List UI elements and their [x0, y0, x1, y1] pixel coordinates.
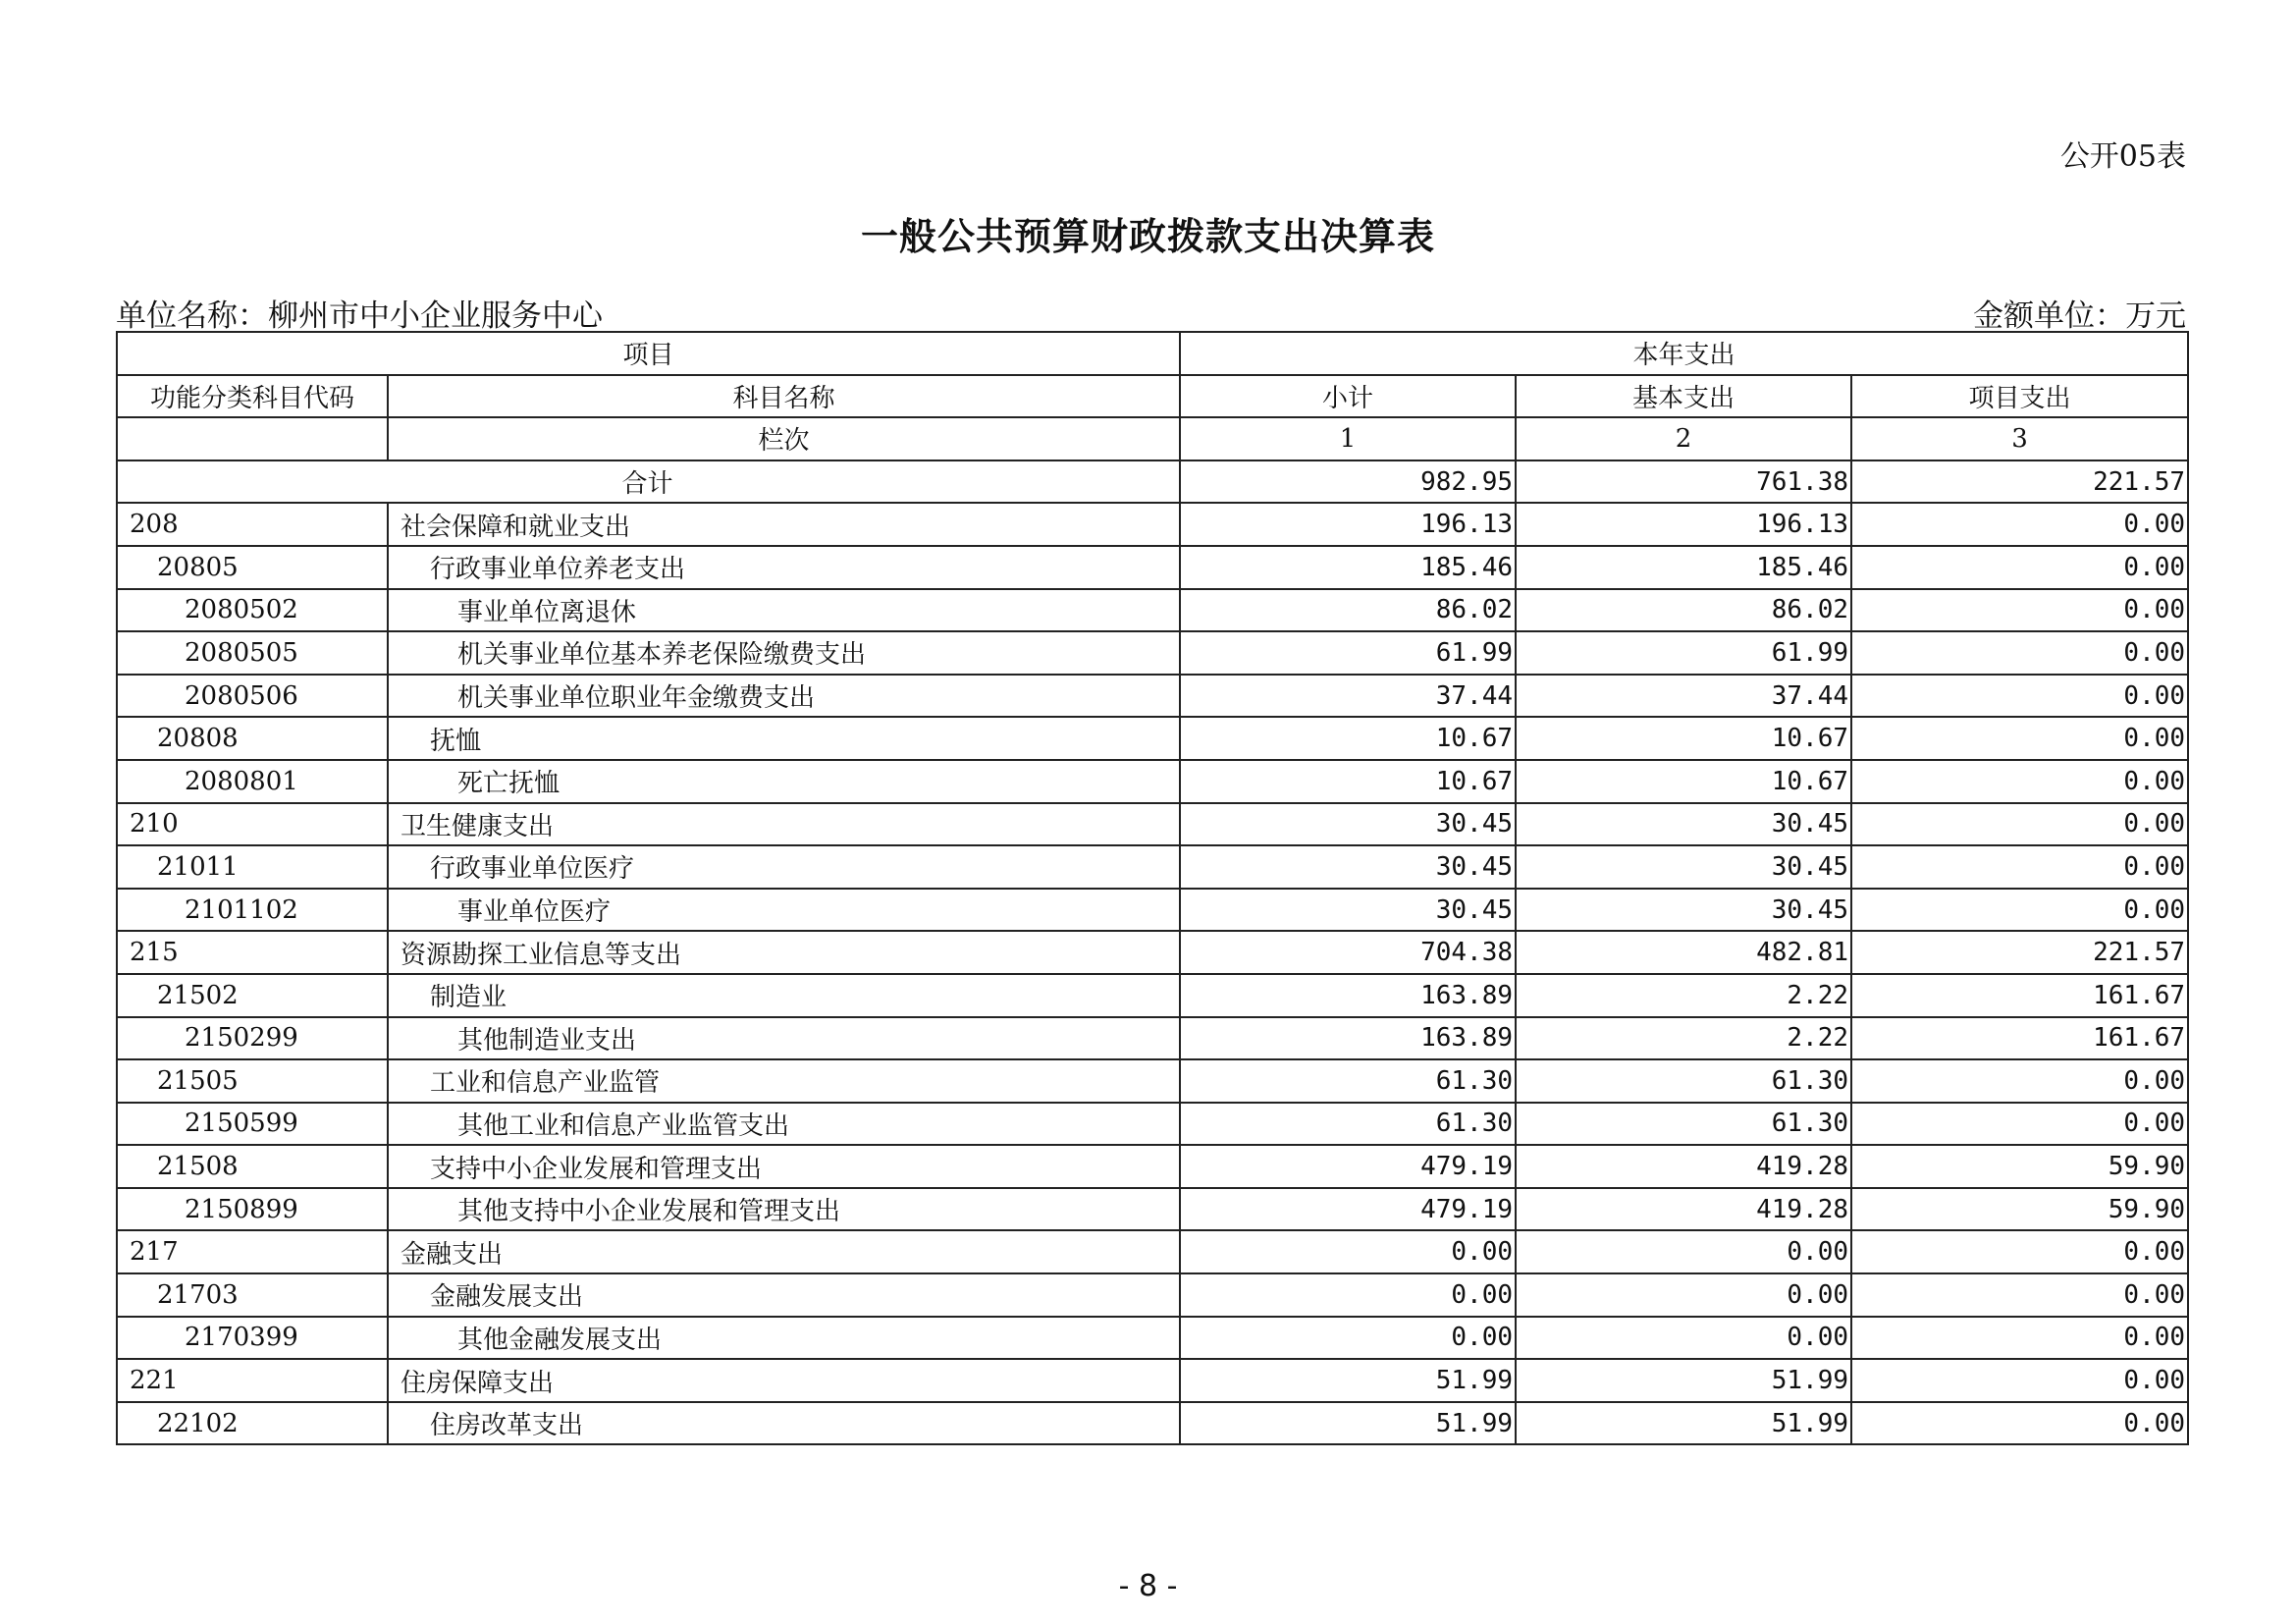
row-project: 161.67	[1851, 974, 2188, 1017]
header-basic: 基本支出	[1516, 375, 1851, 418]
row-code: 208	[117, 503, 388, 546]
header-current-year: 本年支出	[1180, 332, 2188, 375]
row-project: 59.90	[1851, 1188, 2188, 1231]
total-project: 221.57	[1851, 460, 2188, 504]
table-row	[117, 1402, 2188, 1445]
table-row	[117, 1359, 2188, 1402]
row-code: 21703	[117, 1273, 388, 1317]
row-basic: 185.46	[1516, 546, 1851, 589]
row-code: 221	[117, 1359, 388, 1402]
row-basic: 196.13	[1516, 503, 1851, 546]
row-basic: 61.30	[1516, 1103, 1851, 1146]
row-basic: 61.99	[1516, 631, 1851, 675]
row-name: 住房保障支出	[388, 1359, 1180, 1402]
row-project: 161.67	[1851, 1017, 2188, 1060]
table-row	[117, 503, 2188, 546]
table-row	[117, 1103, 2188, 1146]
row-name: 其他支持中小企业发展和管理支出	[388, 1188, 1180, 1231]
row-code: 22102	[117, 1402, 388, 1445]
header-row-1	[117, 332, 2188, 375]
budget-table	[116, 331, 2189, 1445]
row-code: 21502	[117, 974, 388, 1017]
row-project: 0.00	[1851, 589, 2188, 632]
header-project: 项目支出	[1851, 375, 2188, 418]
header-subtotal: 小计	[1180, 375, 1516, 418]
row-name: 住房改革支出	[388, 1402, 1180, 1445]
header-col3: 3	[1851, 417, 2188, 460]
row-code: 21011	[117, 845, 388, 889]
row-code: 2150899	[117, 1188, 388, 1231]
table-row	[117, 974, 2188, 1017]
header-subject-name: 科目名称	[388, 375, 1180, 418]
row-subtotal: 51.99	[1180, 1402, 1516, 1445]
row-code: 2101102	[117, 889, 388, 932]
row-project: 0.00	[1851, 631, 2188, 675]
table-row	[117, 675, 2188, 718]
row-basic: 10.67	[1516, 760, 1851, 803]
row-project: 59.90	[1851, 1145, 2188, 1188]
row-name: 行政事业单位医疗	[388, 845, 1180, 889]
row-name: 行政事业单位养老支出	[388, 546, 1180, 589]
header-row-2	[117, 375, 2188, 418]
row-code: 2080506	[117, 675, 388, 718]
row-code: 2150299	[117, 1017, 388, 1060]
table-row	[117, 717, 2188, 760]
table-row	[117, 845, 2188, 889]
row-subtotal: 163.89	[1180, 1017, 1516, 1060]
row-code: 2080505	[117, 631, 388, 675]
row-code: 217	[117, 1230, 388, 1273]
row-name: 事业单位离退休	[388, 589, 1180, 632]
row-basic: 0.00	[1516, 1230, 1851, 1273]
row-name: 支持中小企业发展和管理支出	[388, 1145, 1180, 1188]
header-item: 项目	[117, 332, 1180, 375]
row-code: 2170399	[117, 1317, 388, 1360]
row-basic: 30.45	[1516, 803, 1851, 846]
row-subtotal: 30.45	[1180, 889, 1516, 932]
row-basic: 37.44	[1516, 675, 1851, 718]
table-row	[117, 1273, 2188, 1317]
table-row	[117, 1059, 2188, 1103]
header-col2: 2	[1516, 417, 1851, 460]
row-name: 其他制造业支出	[388, 1017, 1180, 1060]
table-row	[117, 803, 2188, 846]
row-code: 2080801	[117, 760, 388, 803]
money-unit: 金额单位：万元	[1973, 298, 2186, 334]
row-basic: 0.00	[1516, 1273, 1851, 1317]
row-subtotal: 0.00	[1180, 1273, 1516, 1317]
table-row	[117, 1145, 2188, 1188]
row-subtotal: 0.00	[1180, 1317, 1516, 1360]
row-project: 0.00	[1851, 1317, 2188, 1360]
table-row	[117, 1230, 2188, 1273]
row-name: 资源勘探工业信息等支出	[388, 931, 1180, 974]
header-empty	[117, 417, 388, 460]
row-project: 0.00	[1851, 503, 2188, 546]
row-name: 其他金融发展支出	[388, 1317, 1180, 1360]
row-basic: 86.02	[1516, 589, 1851, 632]
row-basic: 51.99	[1516, 1402, 1851, 1445]
row-code: 2080502	[117, 589, 388, 632]
row-name: 工业和信息产业监管	[388, 1059, 1180, 1103]
row-code: 210	[117, 803, 388, 846]
row-name: 制造业	[388, 974, 1180, 1017]
row-name: 事业单位医疗	[388, 889, 1180, 932]
row-project: 0.00	[1851, 1103, 2188, 1146]
row-name: 机关事业单位基本养老保险缴费支出	[388, 631, 1180, 675]
form-code: 公开05表	[2059, 139, 2186, 174]
row-project: 0.00	[1851, 1273, 2188, 1317]
table-row	[117, 760, 2188, 803]
row-subtotal: 61.30	[1180, 1059, 1516, 1103]
row-code: 21505	[117, 1059, 388, 1103]
row-subtotal: 30.45	[1180, 845, 1516, 889]
row-subtotal: 185.46	[1180, 546, 1516, 589]
row-subtotal: 479.19	[1180, 1188, 1516, 1231]
row-name: 机关事业单位职业年金缴费支出	[388, 675, 1180, 718]
row-code: 2150599	[117, 1103, 388, 1146]
row-code: 20808	[117, 717, 388, 760]
row-basic: 0.00	[1516, 1317, 1851, 1360]
row-subtotal: 61.99	[1180, 631, 1516, 675]
row-code: 21508	[117, 1145, 388, 1188]
row-subtotal: 0.00	[1180, 1230, 1516, 1273]
row-name: 其他工业和信息产业监管支出	[388, 1103, 1180, 1146]
row-name: 死亡抚恤	[388, 760, 1180, 803]
page-title: 一般公共预算财政拨款支出决算表	[860, 214, 1435, 258]
row-project: 0.00	[1851, 546, 2188, 589]
row-basic: 51.99	[1516, 1359, 1851, 1402]
row-subtotal: 196.13	[1180, 503, 1516, 546]
row-basic: 61.30	[1516, 1059, 1851, 1103]
header-column-no: 栏次	[388, 417, 1180, 460]
total-row	[117, 460, 2188, 504]
table-row	[117, 589, 2188, 632]
table-row	[117, 631, 2188, 675]
row-basic: 482.81	[1516, 931, 1851, 974]
row-basic: 419.28	[1516, 1188, 1851, 1231]
row-basic: 10.67	[1516, 717, 1851, 760]
row-subtotal: 163.89	[1180, 974, 1516, 1017]
row-name: 卫生健康支出	[388, 803, 1180, 846]
row-name: 抚恤	[388, 717, 1180, 760]
page-number: - 8 -	[1118, 1569, 1178, 1603]
total-label: 合计	[117, 460, 1180, 504]
row-basic: 30.45	[1516, 845, 1851, 889]
row-subtotal: 61.30	[1180, 1103, 1516, 1146]
header-func-code: 功能分类科目代码	[117, 375, 388, 418]
row-basic: 30.45	[1516, 889, 1851, 932]
row-subtotal: 30.45	[1180, 803, 1516, 846]
row-name: 金融发展支出	[388, 1273, 1180, 1317]
row-project: 0.00	[1851, 845, 2188, 889]
row-code: 215	[117, 931, 388, 974]
total-subtotal: 982.95	[1180, 460, 1516, 504]
row-project: 0.00	[1851, 675, 2188, 718]
total-basic: 761.38	[1516, 460, 1851, 504]
table-row	[117, 1188, 2188, 1231]
row-project: 221.57	[1851, 931, 2188, 974]
row-code: 20805	[117, 546, 388, 589]
row-subtotal: 10.67	[1180, 760, 1516, 803]
row-subtotal: 86.02	[1180, 589, 1516, 632]
row-name: 社会保障和就业支出	[388, 503, 1180, 546]
row-basic: 2.22	[1516, 1017, 1851, 1060]
row-subtotal: 479.19	[1180, 1145, 1516, 1188]
row-project: 0.00	[1851, 803, 2188, 846]
table-row	[117, 546, 2188, 589]
table-row	[117, 889, 2188, 932]
row-name: 金融支出	[388, 1230, 1180, 1273]
row-project: 0.00	[1851, 1402, 2188, 1445]
row-project: 0.00	[1851, 717, 2188, 760]
row-basic: 419.28	[1516, 1145, 1851, 1188]
row-basic: 2.22	[1516, 974, 1851, 1017]
row-project: 0.00	[1851, 1359, 2188, 1402]
row-project: 0.00	[1851, 1230, 2188, 1273]
header-row-3	[117, 417, 2188, 460]
table-row	[117, 1317, 2188, 1360]
row-project: 0.00	[1851, 889, 2188, 932]
table-row	[117, 931, 2188, 974]
table-row	[117, 1017, 2188, 1060]
row-subtotal: 37.44	[1180, 675, 1516, 718]
header-col1: 1	[1180, 417, 1516, 460]
row-subtotal: 51.99	[1180, 1359, 1516, 1402]
row-project: 0.00	[1851, 760, 2188, 803]
row-subtotal: 10.67	[1180, 717, 1516, 760]
row-project: 0.00	[1851, 1059, 2188, 1103]
row-subtotal: 704.38	[1180, 931, 1516, 974]
unit-name: 单位名称：柳州市中小企业服务中心	[116, 298, 603, 334]
